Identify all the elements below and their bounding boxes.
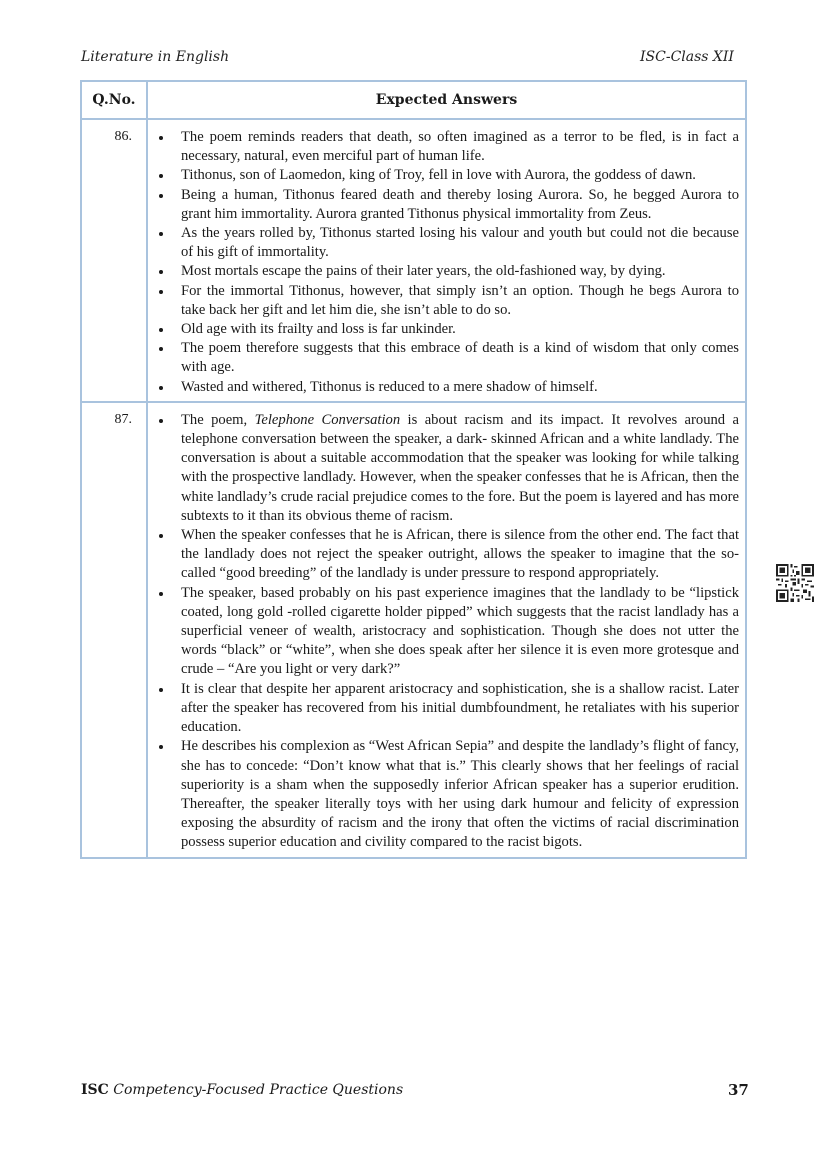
poem-title: Telephone Conversation (254, 411, 401, 428)
answer-text: The poem, (181, 411, 255, 428)
footer-title: Competency-Focused Practice Questions (113, 1082, 404, 1098)
column-header-qno: Q.No. (81, 81, 147, 119)
running-header-class: ISC-Class XII (640, 49, 734, 65)
answer-point: • The poem reminds readers that death, so often imagined as a terror to be fled, is in fact a necessary, natural, even merciful part of human life. (173, 128, 739, 166)
qr-code-icon (776, 564, 814, 602)
answer-cell (147, 119, 746, 402)
answer-point: • It is clear that despite her apparent aristocracy and sophistication, she is a shallow racist. Later after the speaker has recovered from his initial dumbfoundment, he retaliates with his superior education. (173, 680, 739, 738)
answer-point: • Wasted and withered, Tithonus is reduced to a mere shadow of himself. (173, 378, 739, 397)
answer-point: • As the years rolled by, Tithonus started losing his valour and youth but could not die because of his gift of immortality. (173, 224, 739, 262)
answer-point: • He describes his complexion as “West African Sepia” and despite the landlady’s flight of fancy, she has to concede: “Don’t know what that is.” This clearly shows that her feelings of racial superiority is a sham when the supposedly inferior African speaker has a superior erudition. Thereafter, the speaker literally toys with her using dark humour and felicity of expression exposing the absurdity of racism and the irony that often the victims of racial discrimination possess superior education and civility compared to the racist bigots. (173, 737, 739, 852)
answer-point: • Being a human, Tithonus feared death and thereby losing Aurora. So, he begged Aurora to grant him immortality. Aurora granted Tithonus physical immortality from Zeus. (173, 186, 739, 224)
running-footer (81, 1082, 403, 1098)
column-header-answers: Expected Answers (147, 81, 746, 119)
answer-text: is about racism and its impact. It revolves around a telephone conversation between the speaker, a dark- skinned African and a white landlady. The conversation is about a suitable accommodation that the speaker was looking for while talking with the prospective landlady. However, when the speaker confesses that he is African, then the white landlady’s crude racial prejudice comes to the fore. But the poem is layered and has more subtexts to it than its obvious theme of racism. (181, 411, 740, 524)
table-header-row (81, 81, 746, 119)
answer-point: • The poem therefore suggests that this embrace of death is a kind of wisdom that only comes with age. (173, 339, 739, 377)
footer-brand: ISC (81, 1082, 109, 1098)
table-row (81, 402, 746, 858)
answer-point: • When the speaker confesses that he is African, there is silence from the other end. The fact that the landlady does not reject the speaker outright, allows the speaker to imagine that the so-called “good breeding” of the landlady is under pressure to respond appropriately. (173, 526, 739, 584)
table-row (81, 119, 746, 402)
answer-point (173, 411, 739, 526)
answer-list (148, 120, 745, 401)
answer-list (148, 403, 745, 857)
page-number: 37 (728, 1081, 749, 1099)
answer-point: • Old age with its frailty and loss is far unkinder. (173, 320, 739, 339)
question-number: 86. (81, 119, 147, 402)
question-number: 87. (81, 402, 147, 858)
answer-cell (147, 402, 746, 858)
running-header-subject: Literature in English (81, 49, 230, 65)
answer-point: • Most mortals escape the pains of their later years, the old-fashioned way, by dying. (173, 262, 739, 281)
answer-point: • Tithonus, son of Laomedon, king of Troy, fell in love with Aurora, the goddess of dawn. (173, 166, 739, 185)
answers-table (80, 80, 747, 859)
answer-point: • The speaker, based probably on his past experience imagines that the landlady to be “lipstick coated, long gold -rolled cigarette holder pipped” which suggests that the racist landlady has a superficial veneer of wealth, aristocracy and sophistication. Though she does not utter the words “black” or “white”, when she does speak after her silence it is even more grotesque and crude – “Are you light or very dark?” (173, 584, 739, 680)
answer-point: • For the immortal Tithonus, however, that simply isn’t an option. Though he begs Aurora to take back her gift and let him die, she isn’t able to do so. (173, 282, 739, 320)
